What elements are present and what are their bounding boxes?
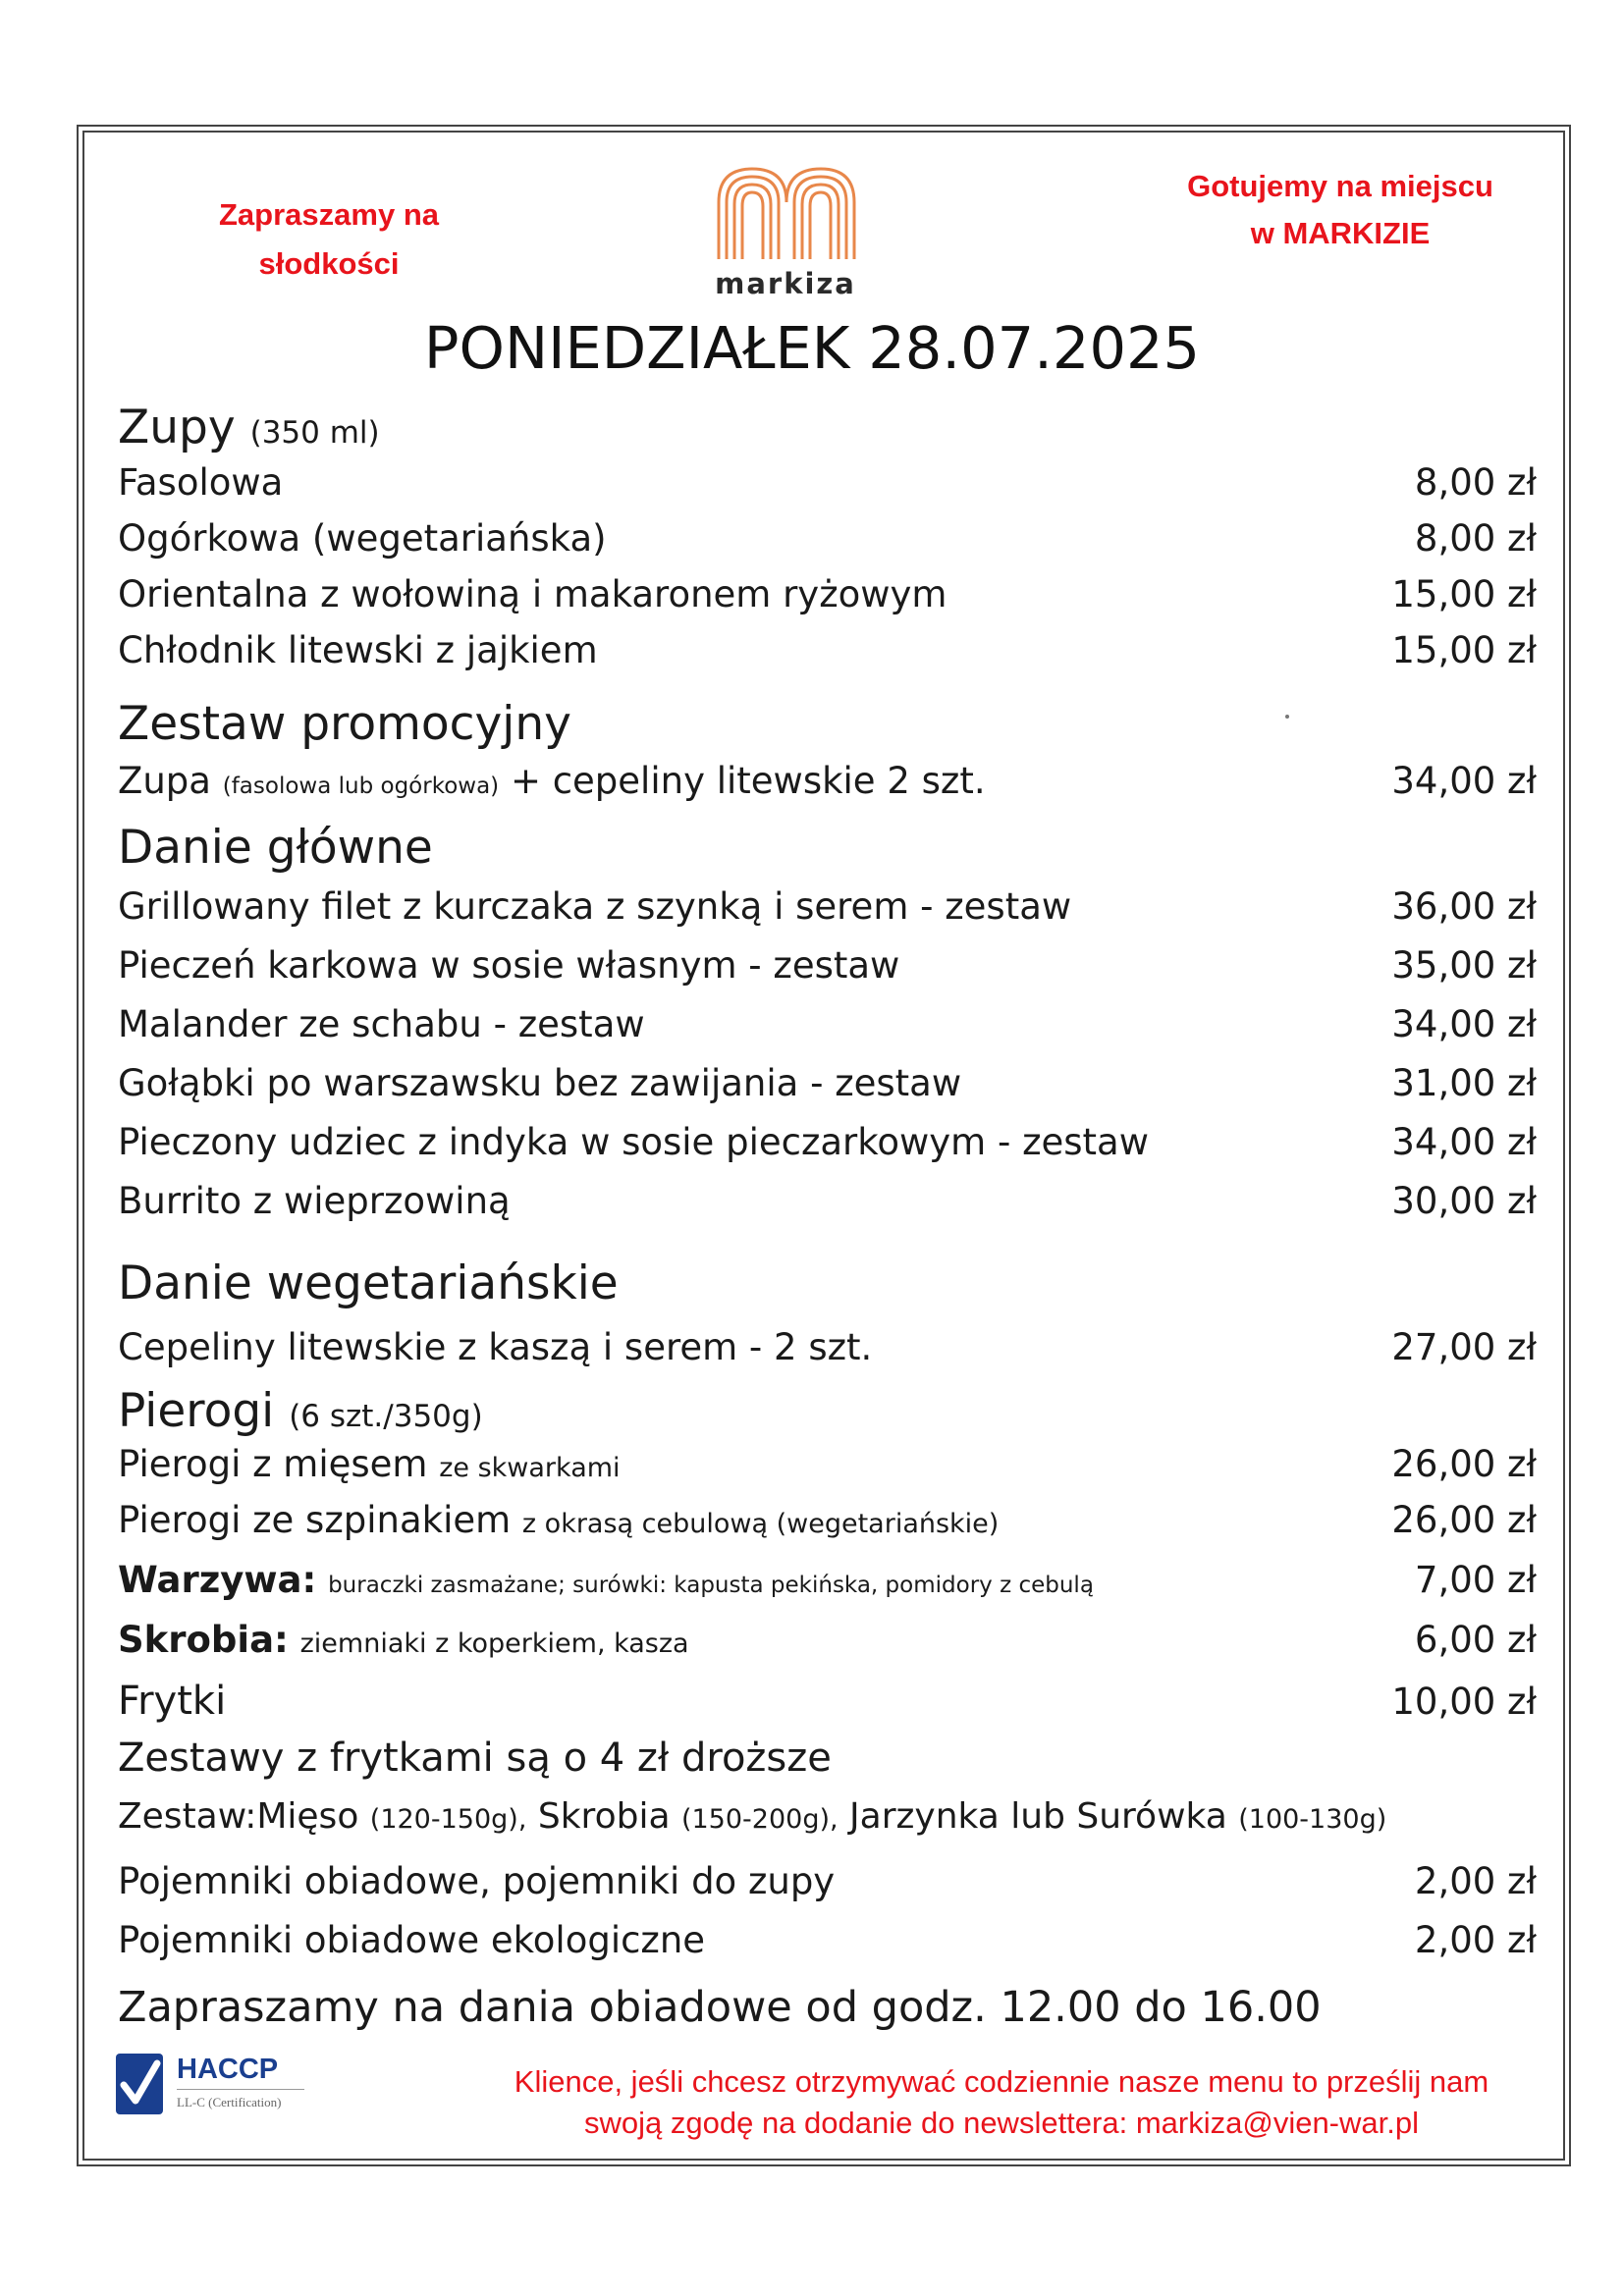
skrobia-label: Skrobia:	[118, 1619, 289, 1661]
set-part-starch: Skrobia	[537, 1796, 671, 1837]
brand-name: markiza	[715, 267, 856, 300]
haccp-subtitle: LL-C (Certification)	[177, 2095, 282, 2109]
menu-item	[118, 944, 1537, 999]
item-price: 8,00 zł	[1414, 517, 1537, 560]
menu-item	[118, 885, 1537, 940]
menu-item	[118, 517, 1537, 572]
cooking-note-line2: w MARKIZIE	[1250, 216, 1431, 250]
menu-item	[118, 1443, 1537, 1498]
menu-item	[118, 1860, 1537, 1915]
item-price: 35,00 zł	[1391, 944, 1537, 987]
promo-name-a: Zupa	[118, 760, 211, 802]
skrobia-detail: ziemniaki z koperkiem, kasza	[299, 1629, 689, 1659]
newsletter-line2: swoją zgodę na dodanie do newslettera: markiza@vien-war.pl	[584, 2106, 1419, 2140]
sweets-invite-note	[196, 190, 461, 289]
menu-item	[118, 1062, 1537, 1117]
menu-item	[118, 1559, 1537, 1614]
item-price: 34,00 zł	[1391, 1003, 1537, 1045]
vege-heading: Danie wegetariańskie	[118, 1256, 619, 1310]
item-name	[118, 1499, 999, 1541]
item-price: 15,00 zł	[1391, 629, 1537, 671]
item-name: Frytki	[118, 1679, 227, 1724]
haccp-divider	[177, 2089, 304, 2090]
pierogi-name: Pierogi z mięsem	[118, 1443, 428, 1485]
menu-item	[118, 1919, 1537, 1974]
promo-heading: Zestaw promocyjny	[118, 697, 571, 751]
warzywa-label: Warzywa:	[118, 1559, 317, 1601]
promo-name-small: (fasolowa lub ogórkowa)	[222, 774, 500, 799]
item-price: 2,00 zł	[1414, 1860, 1537, 1902]
menu-item	[118, 629, 1537, 684]
menu-item	[118, 1499, 1537, 1554]
haccp-badge	[116, 2052, 312, 2120]
pierogi-title: Pierogi	[118, 1384, 275, 1438]
page-title: PONIEDZIAŁEK 28.07.2025	[423, 314, 1201, 382]
item-price: 10,00 zł	[1391, 1681, 1537, 1723]
menu-item	[118, 573, 1537, 628]
cooking-note-line1: Gotujemy na miejscu	[1187, 169, 1493, 203]
item-price: 34,00 zł	[1391, 1121, 1537, 1163]
haccp-title: HACCP	[177, 2054, 279, 2085]
pierogi-heading	[118, 1384, 483, 1438]
menu-item	[118, 1679, 1537, 1734]
item-name: Cepeliny litewskie z kaszą i serem - 2 szt.	[118, 1326, 873, 1368]
menu-item	[118, 760, 1537, 815]
set-weight-veg: (100-130g)	[1238, 1804, 1387, 1835]
item-name	[118, 1559, 1094, 1601]
fries-note: Zestawy z frytkami są o 4 zł droższe	[118, 1735, 832, 1781]
item-name: Gołąbki po warszawsku bez zawijania - zestaw	[118, 1062, 962, 1104]
set-composition-note	[118, 1796, 1386, 1837]
item-price: 8,00 zł	[1414, 461, 1537, 504]
item-name	[118, 1619, 689, 1661]
menu-item	[118, 461, 1537, 516]
item-name: Burrito z wieprzowiną	[118, 1180, 511, 1222]
set-weight-starch: (150-200g),	[680, 1804, 839, 1835]
set-part-veg: Jarzynka lub Surówka	[849, 1796, 1227, 1837]
mains-heading: Danie główne	[118, 821, 433, 875]
menu-item	[118, 1180, 1537, 1235]
item-name: Pojemniki obiadowe ekologiczne	[118, 1919, 706, 1961]
menu-item	[118, 1619, 1537, 1674]
stray-dot	[1285, 715, 1289, 719]
sweets-note-line2: słodkości	[258, 246, 400, 281]
item-name: Orientalna z wołowiną i makaronem ryżowym	[118, 573, 947, 615]
item-price: 6,00 zł	[1414, 1619, 1537, 1661]
promo-name-b: + cepeliny litewskie 2 szt.	[510, 760, 986, 802]
menu-item	[118, 1326, 1537, 1381]
newsletter-line1: Klience, jeśli chcesz otrzymywać codziennie nasze menu to prześlij nam	[514, 2064, 1489, 2099]
item-name: Pieczeń karkowa w sosie własnym - zestaw	[118, 944, 900, 987]
warzywa-detail: buraczki zasmażane; surówki: kapusta pekińska, pomidory z cebulą	[328, 1573, 1094, 1598]
pierogi-detail: ze skwarkami	[439, 1453, 621, 1483]
markiza-logo-icon	[713, 163, 860, 261]
item-name: Pieczony udziec z indyka w sosie pieczarkowym - zestaw	[118, 1121, 1149, 1163]
item-price: 7,00 zł	[1414, 1559, 1537, 1601]
set-part-meat: Zestaw:Mięso	[118, 1796, 359, 1837]
item-price: 2,00 zł	[1414, 1919, 1537, 1961]
newsletter-note	[432, 2061, 1571, 2144]
item-price: 31,00 zł	[1391, 1062, 1537, 1104]
item-price: 26,00 zł	[1391, 1443, 1537, 1485]
soups-subtitle: (350 ml)	[249, 415, 380, 451]
soups-title: Zupy	[118, 400, 236, 454]
menu-item	[118, 1003, 1537, 1058]
sweets-note-line1: Zapraszamy na	[219, 197, 439, 232]
opening-hours: Zapraszamy na dania obiadowe od godz. 12.00 do 16.00	[118, 1983, 1322, 2032]
item-price: 27,00 zł	[1391, 1326, 1537, 1368]
item-name: Pojemniki obiadowe, pojemniki do zupy	[118, 1860, 836, 1902]
haccp-check-icon	[116, 2052, 165, 2116]
item-price: 26,00 zł	[1391, 1499, 1537, 1541]
item-price: 36,00 zł	[1391, 885, 1537, 928]
item-name: Fasolowa	[118, 461, 284, 504]
item-price: 15,00 zł	[1391, 573, 1537, 615]
item-name	[118, 760, 986, 802]
set-weight-meat: (120-150g),	[369, 1804, 527, 1835]
pierogi-detail: z okrasą cebulową (wegetariańskie)	[521, 1509, 1000, 1539]
item-name: Malander ze schabu - zestaw	[118, 1003, 645, 1045]
pierogi-name: Pierogi ze szpinakiem	[118, 1499, 512, 1541]
item-price: 34,00 zł	[1391, 760, 1537, 802]
menu-item	[118, 1121, 1537, 1176]
item-name	[118, 1443, 621, 1485]
soups-heading	[118, 400, 380, 454]
pierogi-subtitle: (6 szt./350g)	[289, 1399, 483, 1434]
item-name: Grillowany filet z kurczaka z szynką i serem - zestaw	[118, 885, 1072, 928]
item-price: 30,00 zł	[1391, 1180, 1537, 1222]
cooking-onsite-note	[1154, 163, 1527, 257]
item-name: Chłodnik litewski z jajkiem	[118, 629, 598, 671]
item-name: Ogórkowa (wegetariańska)	[118, 517, 607, 560]
